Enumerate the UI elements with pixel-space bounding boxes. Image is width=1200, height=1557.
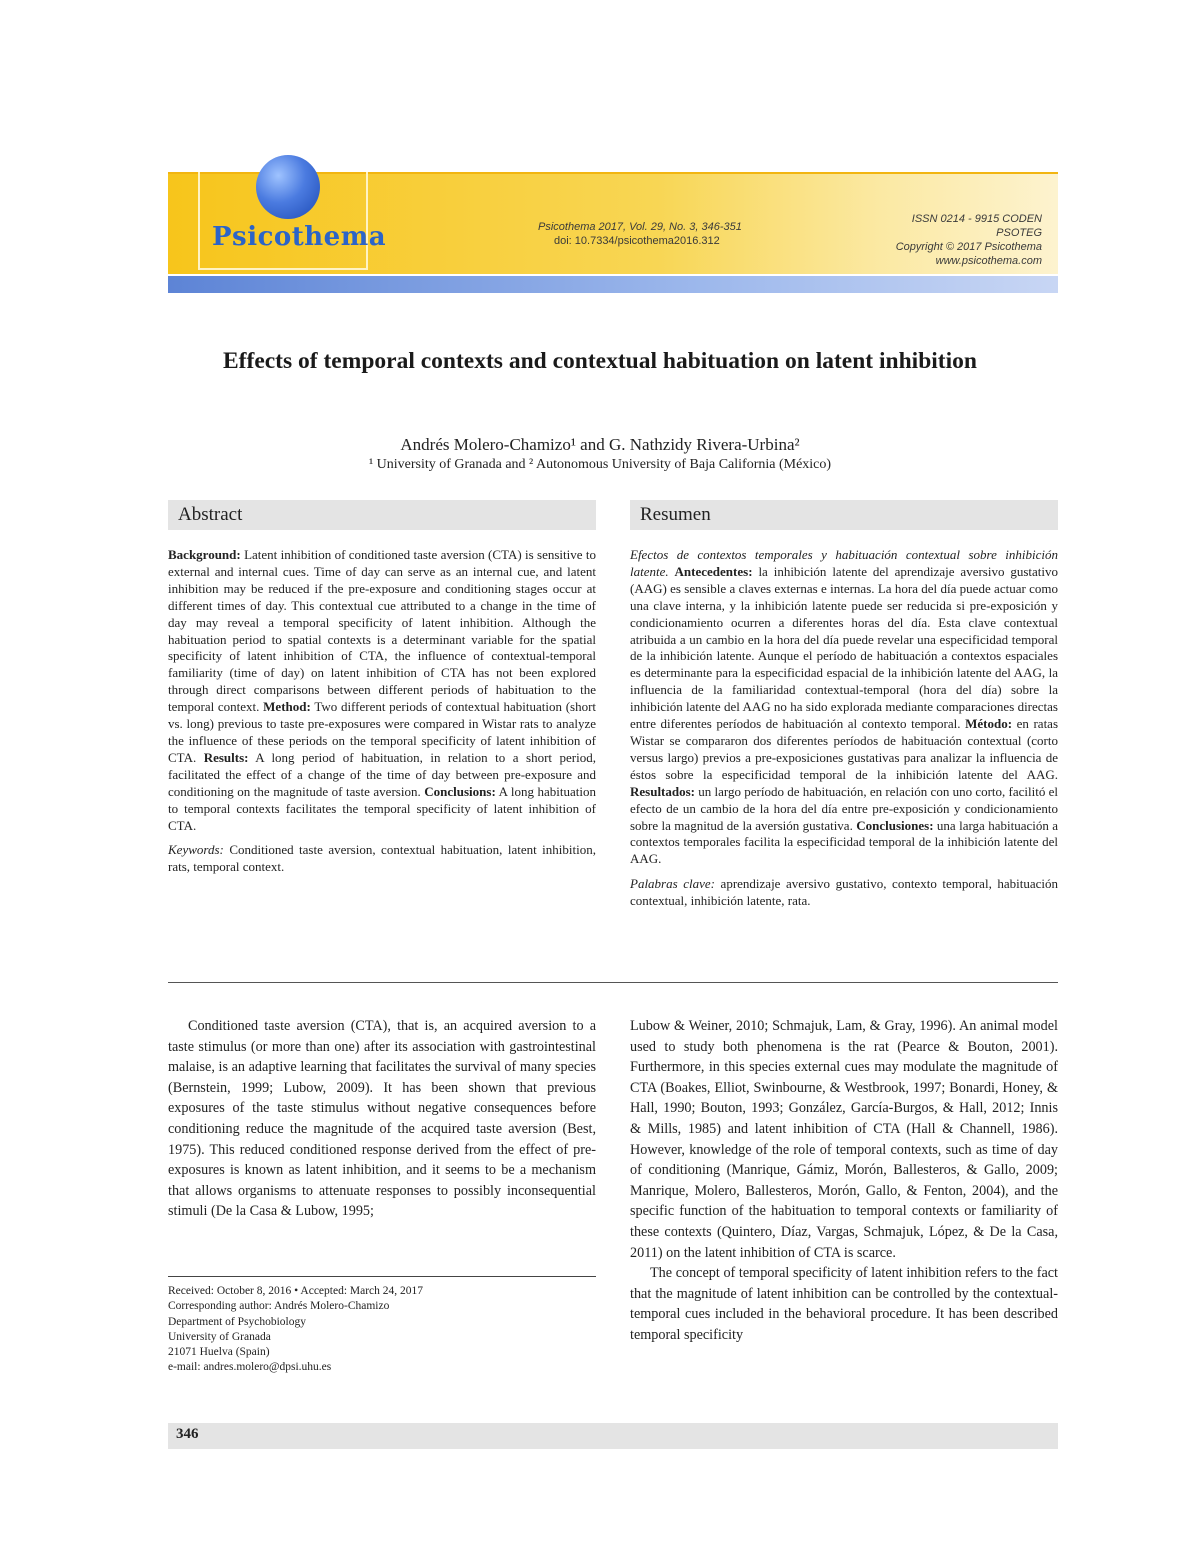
- body-paragraph: The concept of temporal specificity of latent inhibition refers to the fact that the magnitude of latent inhibition can be controlled by the contextual-temporal cues included in the behavioral procedure. It has been described temporal specificity: [630, 1265, 1058, 1343]
- resultados-label: Resultados:: [630, 783, 696, 799]
- university: University of Granada: [168, 1330, 271, 1343]
- metodo-label: Método:: [965, 716, 1013, 732]
- section-divider: [168, 982, 1058, 983]
- logo-sphere-icon: [256, 155, 320, 219]
- conclusions-text: A long habituation to temporal contexts facilitates the temporal specificity of latent inhibition of CTA.: [168, 783, 596, 833]
- resumen-heading: Resumen: [630, 500, 1058, 530]
- conclusiones-label: Conclusiones:: [856, 817, 934, 833]
- palabras-clave: [630, 876, 1058, 910]
- address: 21071 Huelva (Spain): [168, 1346, 270, 1359]
- body-right-column: [630, 1016, 1058, 1346]
- method-text: Two different periods of contextual habituation (short vs. long) previous to taste pre-exposures were compared in Wistar rats to analyze the influence of these periods on the temporal specificity of latent inhibition of CTA.: [168, 699, 597, 765]
- results-label: Results:: [203, 749, 249, 765]
- website: www.psicothema.com: [935, 255, 1042, 267]
- page-number: 346: [176, 1426, 199, 1442]
- background-text: Latent inhibition of conditioned taste aversion (CTA) is sensitive to external and internal cues. Time of day can serve as an internal cue, and latent inhibition may be reduced if the pre-exposure and conditioning stages occur at different times of day. This contextual cue attributed to a change in the time of day may reveal a temporal specificity of latent inhibition. Although the habituation period to spatial contexts is a determinant variable for the spatial specificity of latent inhibition of CTA, the influence of contextual-temporal familiarity (time of day) on latent inhibition of CTA has not been explored through direct comparisons between different periods of habituation to the temporal context.: [168, 547, 596, 715]
- corresponding-author: Corresponding author: Andrés Molero-Chamizo: [168, 1300, 390, 1313]
- issn-block: [870, 212, 1042, 268]
- spanish-title: Efectos de contextos temporales y habituación contextual sobre inhibición latente.: [630, 547, 1058, 579]
- author-affiliations: ¹ University of Granada and ² Autonomous University of Baja California (México): [368, 457, 832, 472]
- issn: ISSN 0214 - 9915 CODEN PSOTEG: [911, 213, 1042, 239]
- footnote-divider: [168, 1276, 596, 1277]
- antecedentes-text: la inhibición latente del aprendizaje aversivo gustativo (AAG) es sensible a claves externas e internas. La hora del día puede actuar como una clave interna, y la inhibición latente puede ser reducida si pre-exposición y condicionamiento ocurren a diferentes horas del día. Esta clave contextual atribuida a un cambio en la hora del día puede revelar una especificidad temporal de la inhibición latente. Aunque el período de habituación a contextos espaciales es determinante para la especificidad espacial de la inhibición latente del AAG, la influencia de la familiaridad contextual-temporal (hora del día) sobre la inhibición latente del AAG no ha sido explorada mediante comparaciones directas entre diferentes períodos de habituación al contexto temporal.: [630, 563, 1059, 732]
- page-footer-bar: [168, 1423, 1058, 1449]
- antecedentes-label: Antecedentes:: [674, 563, 753, 579]
- keywords-label: Keywords:: [168, 842, 224, 858]
- background-label: Background:: [168, 547, 241, 562]
- body-left-column: [168, 1016, 596, 1222]
- correspondence-footnote: [168, 1284, 596, 1376]
- abstract-heading: Abstract: [168, 500, 596, 530]
- conclusiones-text: una larga habituación a contextos temporales facilita la especificidad temporal de la inhibición latente del AAG.: [630, 817, 1059, 867]
- article-doi: doi: 10.7334/psicothema2016.312: [554, 235, 720, 247]
- results-text: A long period of habituation, in relation to a short period, facilitated the effect of a change of the time of day between pre-exposure and conditioning on the magnitude of taste aversion.: [168, 749, 596, 799]
- conclusions-label: Conclusions:: [424, 783, 496, 799]
- email: e-mail: andres.molero@dpsi.uhu.es: [168, 1361, 332, 1374]
- abstract-paragraph: [168, 547, 596, 834]
- keywords: [168, 842, 596, 876]
- body-paragraph: Lubow & Weiner, 2010; Schmajuk, Lam, & Gray, 1996). An animal model used to study both phenomena is the rat (Pearce & Bouton, 2001). Furthermore, in this species external cues may modulate the magnitude of CTA (Boakes, Elliot, Swinbourne, & Westbrook, 1997; Bonardi, Honey, & Hall, 1990; Bouton, 1993; González, García-Burgos, & Hall, 2012; Innis & Mills, 1985) and latent inhibition of CTA (Hall & Channell, 1986). However, knowledge of the role of temporal contexts, such as time of day of conditioning (Manrique, Gámiz, Morón, Ballesteros, & Gallo, 2009; Manrique, Molero, Ballesteros, Morón, Gallo, & Fenton, 2004), and the specific function of the habituation to temporal contexts or familiarity of these contexts (Quintero, Díaz, Vargas, Schmajuk, López, & De la Casa, 2011) on the latent inhibition of CTA is scarce.: [630, 1018, 1058, 1261]
- banner-blue-stripe: [168, 276, 1058, 293]
- received-dates: Received: October 8, 2016 • Accepted: March 24, 2017: [168, 1285, 424, 1297]
- keywords-text: Conditioned taste aversion, contextual habituation, latent inhibition, rats, temporal context.: [168, 842, 596, 875]
- body-paragraph: Conditioned taste aversion (CTA), that is, an acquired aversion to a taste stimulus (or more than one) after its association with gastrointestinal malaise, is an adaptive learning that facilitates the survival of many species (Bernstein, 1999; Lubow, 2009). It has been shown that previous exposures of the taste stimulus without negative consequences before conditioning reduce the magnitude of the acquired taste aversion (Best, 1975). This reduced conditioned response derived from the effect of pre-exposures is known as latent inhibition, and it seems to be a mechanism that allows organisms to attenuate responses to possibly inconsequential stimuli (De la Casa & Lubow, 1995;: [168, 1018, 596, 1220]
- method-label: Method:: [263, 699, 311, 715]
- journal-citation: Psicothema 2017, Vol. 29, No. 3, 346-351: [538, 221, 742, 233]
- resumen-body: [630, 547, 1058, 910]
- department: Department of Psychobiology: [168, 1315, 306, 1328]
- abstract-body: [168, 547, 596, 876]
- resultados-text: un largo período de habituación, en relación con uno corto, facilitó el efecto de un cambio de la hora del día entre pre-exposición y condicionamiento sobre la magnitud de la aversión gustativa.: [630, 783, 1059, 833]
- journal-logo: Psicothema: [212, 222, 387, 252]
- article-title: Effects of temporal contexts and contextual habituation on latent inhibition: [223, 348, 977, 374]
- resumen-paragraph: [630, 547, 1058, 868]
- article-authors: Andrés Molero-Chamizo¹ and G. Nathzidy Rivera-Urbina²: [400, 435, 800, 454]
- palabras-label: Palabras clave:: [630, 876, 715, 892]
- metodo-text: en ratas Wistar se compararon dos diferentes períodos de habituación contextual (corto versus largo) previos a pre-exposiciones gustativas para analizar la influencia de éstos sobre la especificidad temporal de la inhibición latente del AAG.: [630, 716, 1059, 782]
- copyright: Copyright © 2017 Psicothema: [895, 241, 1042, 253]
- palabras-text: aprendizaje aversivo gustativo, contexto temporal, habituación contextual, inhibición latente, rata.: [630, 876, 1059, 909]
